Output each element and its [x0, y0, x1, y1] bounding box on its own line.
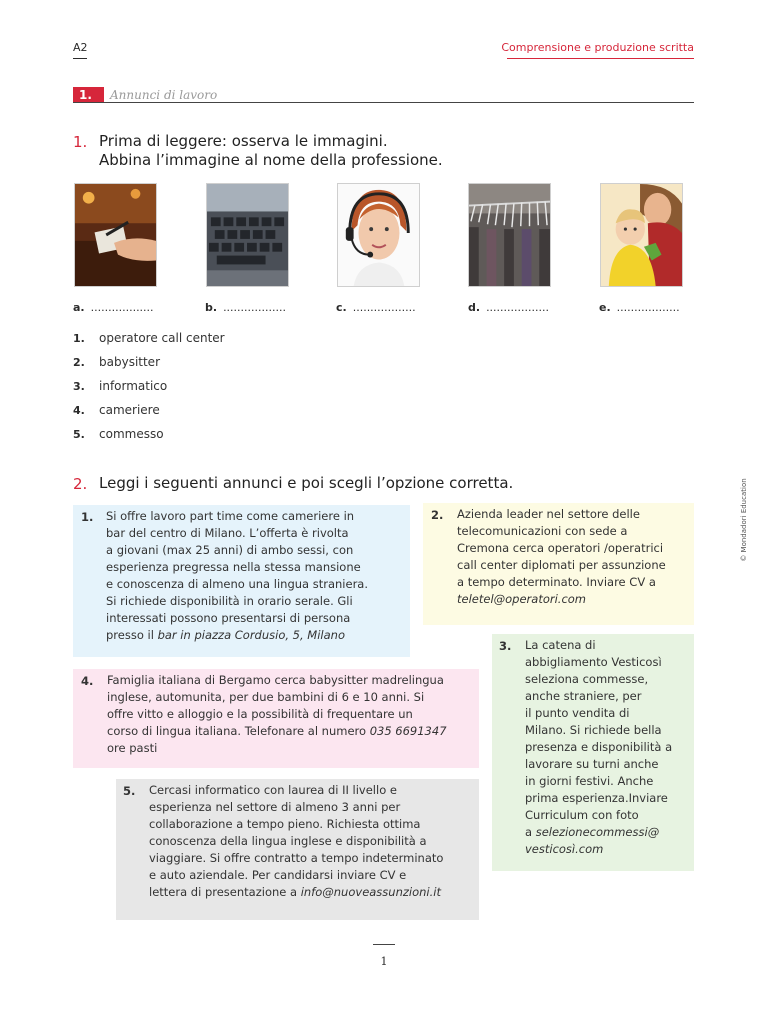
answer-blank-c[interactable]: c. .................. — [336, 301, 416, 314]
page-number: 1 — [380, 955, 388, 968]
profession-label: babysitter — [99, 355, 161, 369]
section-title-underline — [507, 58, 694, 59]
profession-label: cameriere — [99, 403, 160, 417]
ad-text: Si offre lavoro part time come cameriere in bar del centro di Milano. L’offerta è rivolta a giovani (max 25 anni) di ambo sessi, con esperienza pregressa nella stessa mansione e conoscenza di almeno una lingua straniera. Si richiede disponibilità in orario serale. Gli interessati possono presentarsi di persona presso il bar in piazza Cordusio, 5, Milano — [106, 509, 368, 642]
unit-divider — [73, 102, 694, 103]
profession-number: 2. — [73, 356, 85, 369]
headset-operator-photo — [337, 183, 420, 287]
answer-blank-d[interactable]: d. .................. — [468, 301, 550, 314]
exercise-2-instruction: Leggi i seguenti annunci e poi scegli l’opzione corretta. — [99, 474, 514, 492]
answer-blank-b[interactable]: b. .................. — [205, 301, 287, 314]
profession-number: 5. — [73, 428, 85, 441]
job-ad-1 — [73, 505, 410, 657]
waiter-notepad-photo — [74, 183, 157, 287]
clothes-hangers-photo — [468, 183, 551, 287]
profession-label: informatico — [99, 379, 168, 393]
profession-number: 3. — [73, 380, 85, 393]
profession-number: 1. — [73, 332, 85, 345]
page-number-rule — [373, 944, 395, 945]
babysitter-child-photo — [600, 183, 683, 287]
exercise-1-instruction-2: Abbina l’immagine al nome della professione. — [99, 151, 443, 169]
ad-number: 3. — [499, 639, 512, 653]
ad-number: 2. — [431, 508, 444, 522]
job-ad-4 — [73, 669, 479, 768]
ad-email: selezionecommessi@ vesticosì.com — [525, 825, 660, 856]
ad-number: 5. — [123, 784, 136, 798]
unit-title: Annunci di lavoro — [110, 88, 218, 102]
job-ad-2 — [423, 503, 694, 625]
profession-number: 4. — [73, 404, 85, 417]
exercise-1-instruction-1: Prima di leggere: osserva le immagini. — [99, 132, 388, 150]
exercise-2-number: 2. — [73, 475, 88, 493]
copyright-credit: © Mondadori Education — [740, 478, 748, 562]
ad-text: Famiglia italiana di Bergamo cerca babysitter madrelingua inglese, automunita, per due bambini di 6 e 10 anni. Si offre vitto e alloggio e la possibilità di frequentare un corso di lingua italiana. Telefonare al numero 035 6691347 ore pasti — [107, 673, 447, 755]
profession-label: commesso — [99, 427, 164, 441]
ad-number: 1. — [81, 510, 94, 524]
level-label: A2 — [73, 41, 88, 54]
exercise-1-number: 1. — [73, 133, 88, 151]
ad-phone: 035 6691347 — [369, 724, 447, 738]
answer-blank-a[interactable]: a. .................. — [73, 301, 154, 314]
ad-text: Azienda leader nel settore delle telecomunicazioni con sede a Cremona cerca operatori /operatrici call center diplomati per assunzione a tempo determinato. Inviare CV a teletel@operatori.com — [457, 507, 666, 606]
ad-text: La catena di abbigliamento Vesticosì seleziona commesse, anche straniere, per il punto vendita di Milano. Si richiede bella presenza e disponibilità a lavorare su turni anche in giorni festivi. Anche prima esperienza.Inviare Curriculum con foto a selezionecommessi@ vesticosì.com — [525, 638, 673, 856]
section-title: Comprensione e produzione scritta — [501, 41, 694, 54]
job-ad-3 — [492, 634, 694, 871]
unit-number: 1. — [73, 87, 104, 103]
level-underline — [73, 58, 87, 59]
ad-email: info@nuoveassunzioni.it — [300, 885, 441, 899]
job-ad-5 — [116, 779, 479, 920]
ad-address: bar in piazza Cordusio, 5, Milano — [157, 628, 345, 642]
ad-email: teletel@operatori.com — [457, 592, 587, 606]
profession-label: operatore call center — [99, 331, 225, 345]
ad-number: 4. — [81, 674, 94, 688]
ad-text: Cercasi informatico con laurea di II livello e esperienza nel settore di almeno 3 anni per collaborazione a tempo pieno. Richiesta ottima conoscenza della lingua inglese e disponibilità a viaggiare. Si offre contratto a tempo indeterminato e auto aziendale. Per candidarsi inviare CV e lettera di presentazione a info@nuoveassunzioni.it — [149, 783, 444, 899]
laptop-keyboard-photo — [206, 183, 289, 287]
answer-blank-e[interactable]: e. .................. — [599, 301, 680, 314]
